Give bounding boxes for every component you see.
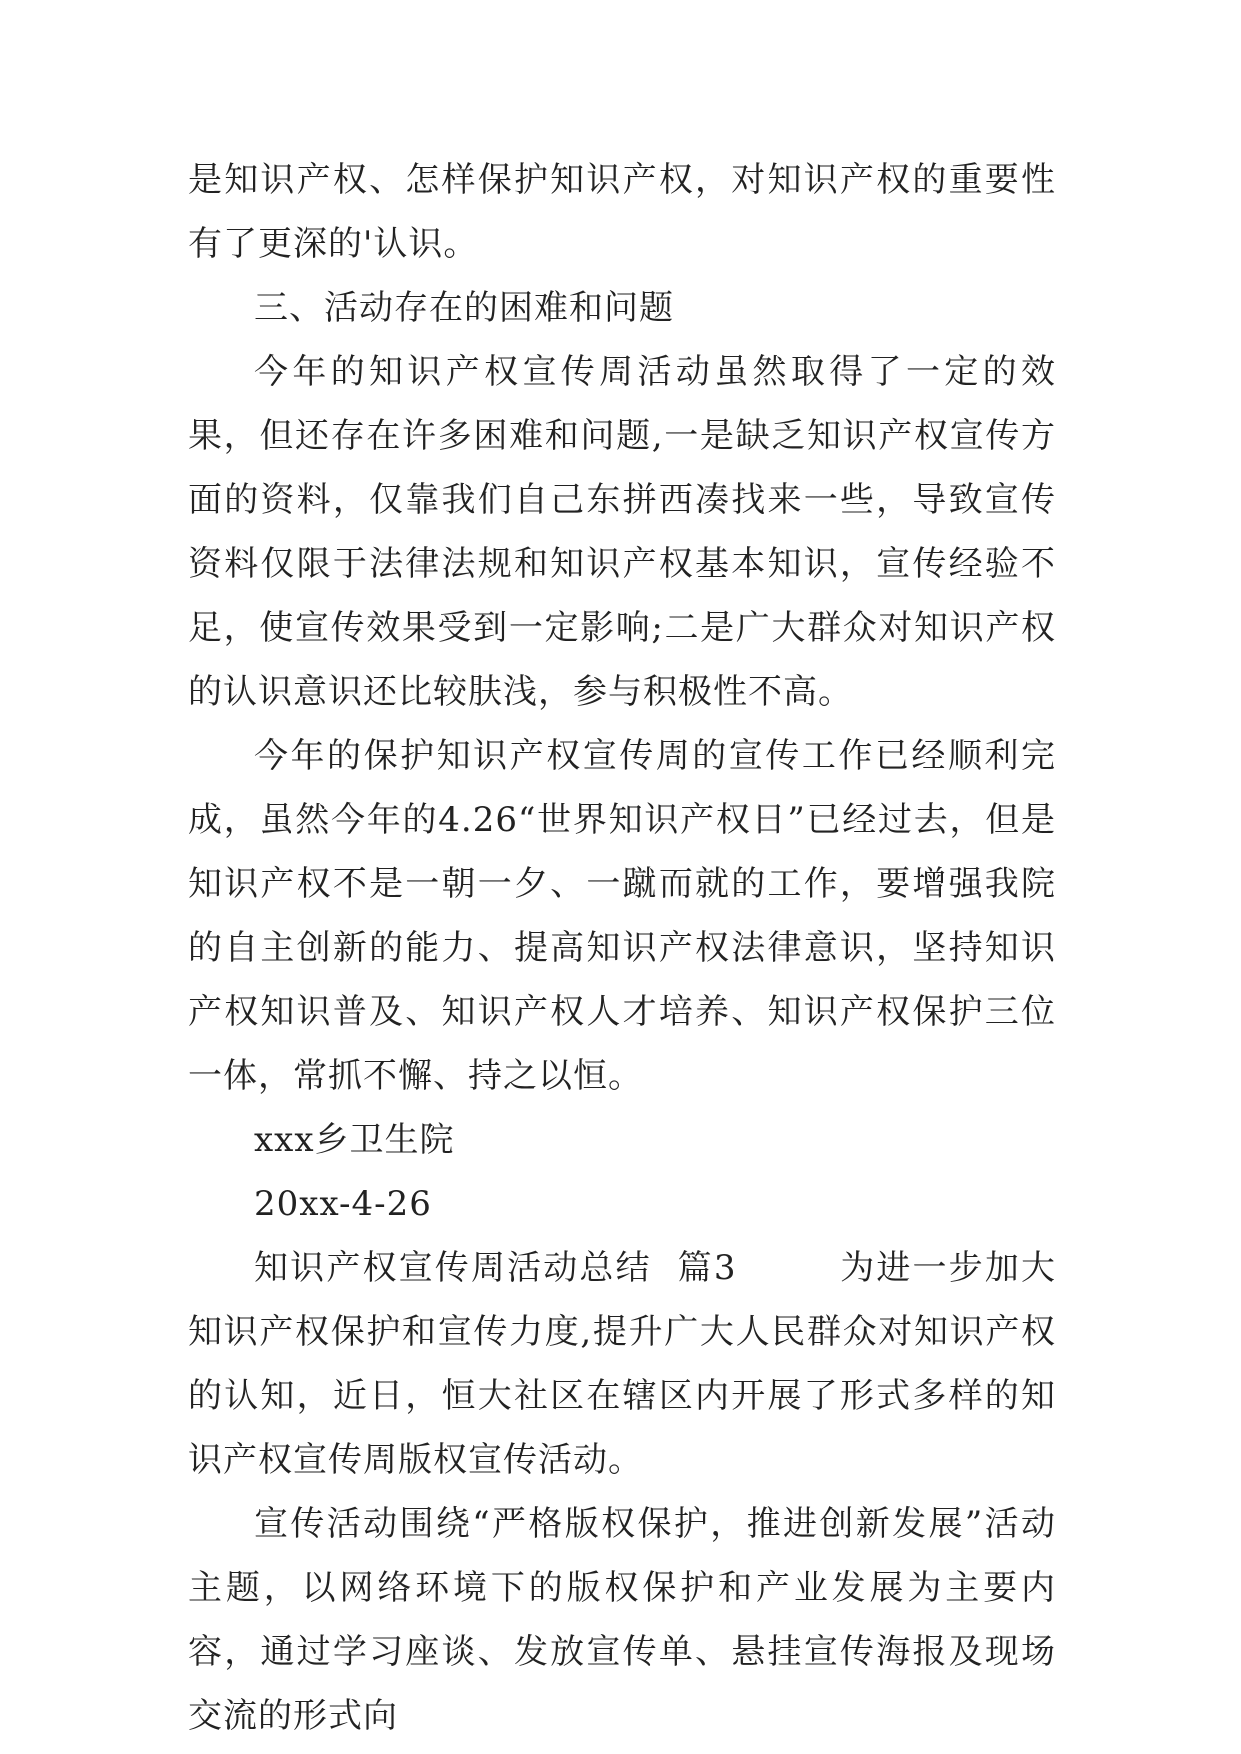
- paragraph-conclusion: 今年的保护知识产权宣传周的宣传工作已经顺利完成，虽然今年的4.26“世界知识产权日”已经过去，但是知识产权不是一朝一夕、一蹴而就的工作，要增强我院的自主创新的能力、提高知识产权法律意识，坚持知识产权知识普及、知识产权人才培养、知识产权保护三位一体，常抓不懈、持之以恒。: [188, 736, 1056, 1096]
- paragraph-article-3-intro: 知识产权宣传周活动总结 篇3 为进一步加大知识产权保护和宣传力度,提升广大人民群众对知识产权的认知，近日，恒大社区在辖区内开展了形式多样的知识产权宣传周版权宣传活动。: [188, 1248, 1056, 1480]
- document-body: [188, 148, 1056, 1748]
- paragraph-problems: 今年的知识产权宣传周活动虽然取得了一定的效果，但还存在许多困难和问题,一是缺乏知识产权宣传方面的资料，仅靠我们自己东拼西凑找来一些，导致宣传资料仅限于法律法规和知识产权基本知识，宣传经验不足，使宣传效果受到一定影响;二是广大群众对知识产权的认识意识还比较肤浅，参与积极性不高。: [188, 352, 1056, 712]
- paragraph-continuation: 是知识产权、怎样保护知识产权，对知识产权的重要性有了更深的'认识。: [188, 160, 1056, 264]
- section-heading: 三、活动存在的困难和问题: [254, 288, 674, 328]
- signature-organization: xxx乡卫生院: [254, 1120, 455, 1160]
- signature-date: 20xx-4-26: [254, 1184, 432, 1224]
- paragraph-activity-theme: 宣传活动围绕“严格版权保护，推进创新发展”活动主题，以网络环境下的版权保护和产业发展为主要内容，通过学习座谈、发放宣传单、悬挂宣传海报及现场交流的形式向: [188, 1504, 1056, 1736]
